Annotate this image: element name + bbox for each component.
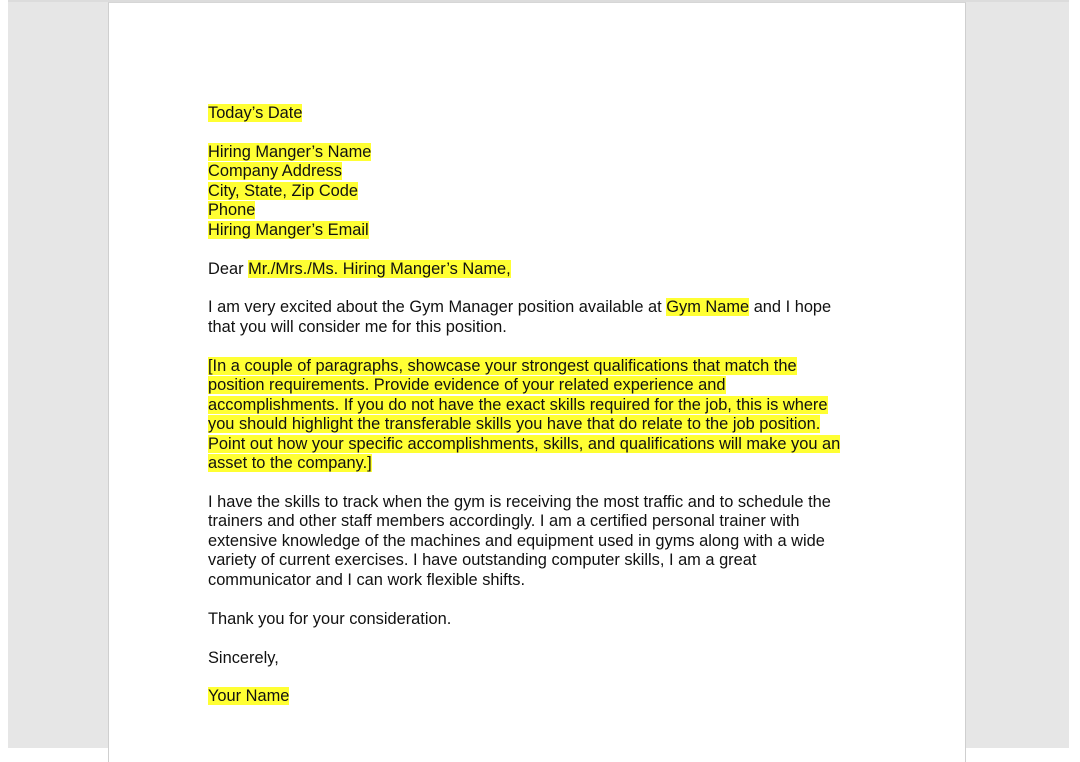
skills-line: communicator and I can work flexible shifts. — [208, 570, 526, 589]
recipient-block — [208, 143, 868, 240]
skills-line: extensive knowledge of the machines and equipment used in gyms along with a wide — [208, 531, 825, 550]
recipient-name[interactable]: Hiring Manger’s Name — [208, 142, 372, 161]
instruction-line[interactable]: [In a couple of paragraphs, showcase your strongest qualifications that match the — [208, 356, 797, 375]
instruction-line[interactable]: position requirements. Provide evidence of your related experience and — [208, 376, 726, 395]
skills-line: I have the skills to track when the gym is receiving the most traffic and to schedule the — [208, 492, 831, 511]
instruction-line[interactable]: asset to the company.] — [208, 454, 372, 473]
skills-line: trainers and other staff members accordingly. I am a certified personal trainer with — [208, 512, 800, 531]
salutation-prefix: Dear — [208, 259, 249, 278]
instruction-paragraph — [208, 357, 868, 474]
salutation-name[interactable]: Mr./Mrs./Ms. Hiring Manger’s Name, — [248, 259, 511, 278]
signature-placeholder[interactable]: Your Name — [208, 687, 290, 706]
recipient-city-state-zip[interactable]: City, State, Zip Code — [208, 181, 359, 200]
intro-line-2: that you will consider me for this position. — [208, 317, 507, 336]
letter-body[interactable] — [208, 104, 868, 726]
date-placeholder[interactable]: Today’s Date — [208, 104, 303, 122]
closing: Sincerely, — [208, 648, 279, 667]
document-page[interactable] — [108, 2, 966, 762]
intro-text-after: and I hope — [749, 298, 832, 317]
instruction-line[interactable]: Point out how your specific accomplishments, skills, and qualifications will make you an — [208, 434, 841, 453]
recipient-address[interactable]: Company Address — [208, 162, 342, 181]
gym-name-placeholder[interactable]: Gym Name — [666, 298, 750, 317]
skills-paragraph — [208, 493, 868, 590]
date-paragraph — [208, 104, 868, 123]
thanks-paragraph: Thank you for your consideration. — [208, 609, 452, 628]
instruction-line[interactable]: accomplishments. If you do not have the exact skills required for the job, this is where — [208, 395, 828, 414]
intro-paragraph — [208, 298, 868, 337]
signature-paragraph — [208, 687, 868, 706]
salutation — [208, 260, 868, 279]
instruction-line[interactable]: you should highlight the transferable skills you have that do relate to the job position. — [208, 415, 821, 434]
recipient-phone[interactable]: Phone — [208, 201, 256, 220]
intro-text-before: I am very excited about the Gym Manager position available at — [208, 298, 667, 317]
recipient-email[interactable]: Hiring Manger’s Email — [208, 220, 369, 239]
skills-line: variety of current exercises. I have outstanding computer skills, I am a great — [208, 551, 757, 570]
